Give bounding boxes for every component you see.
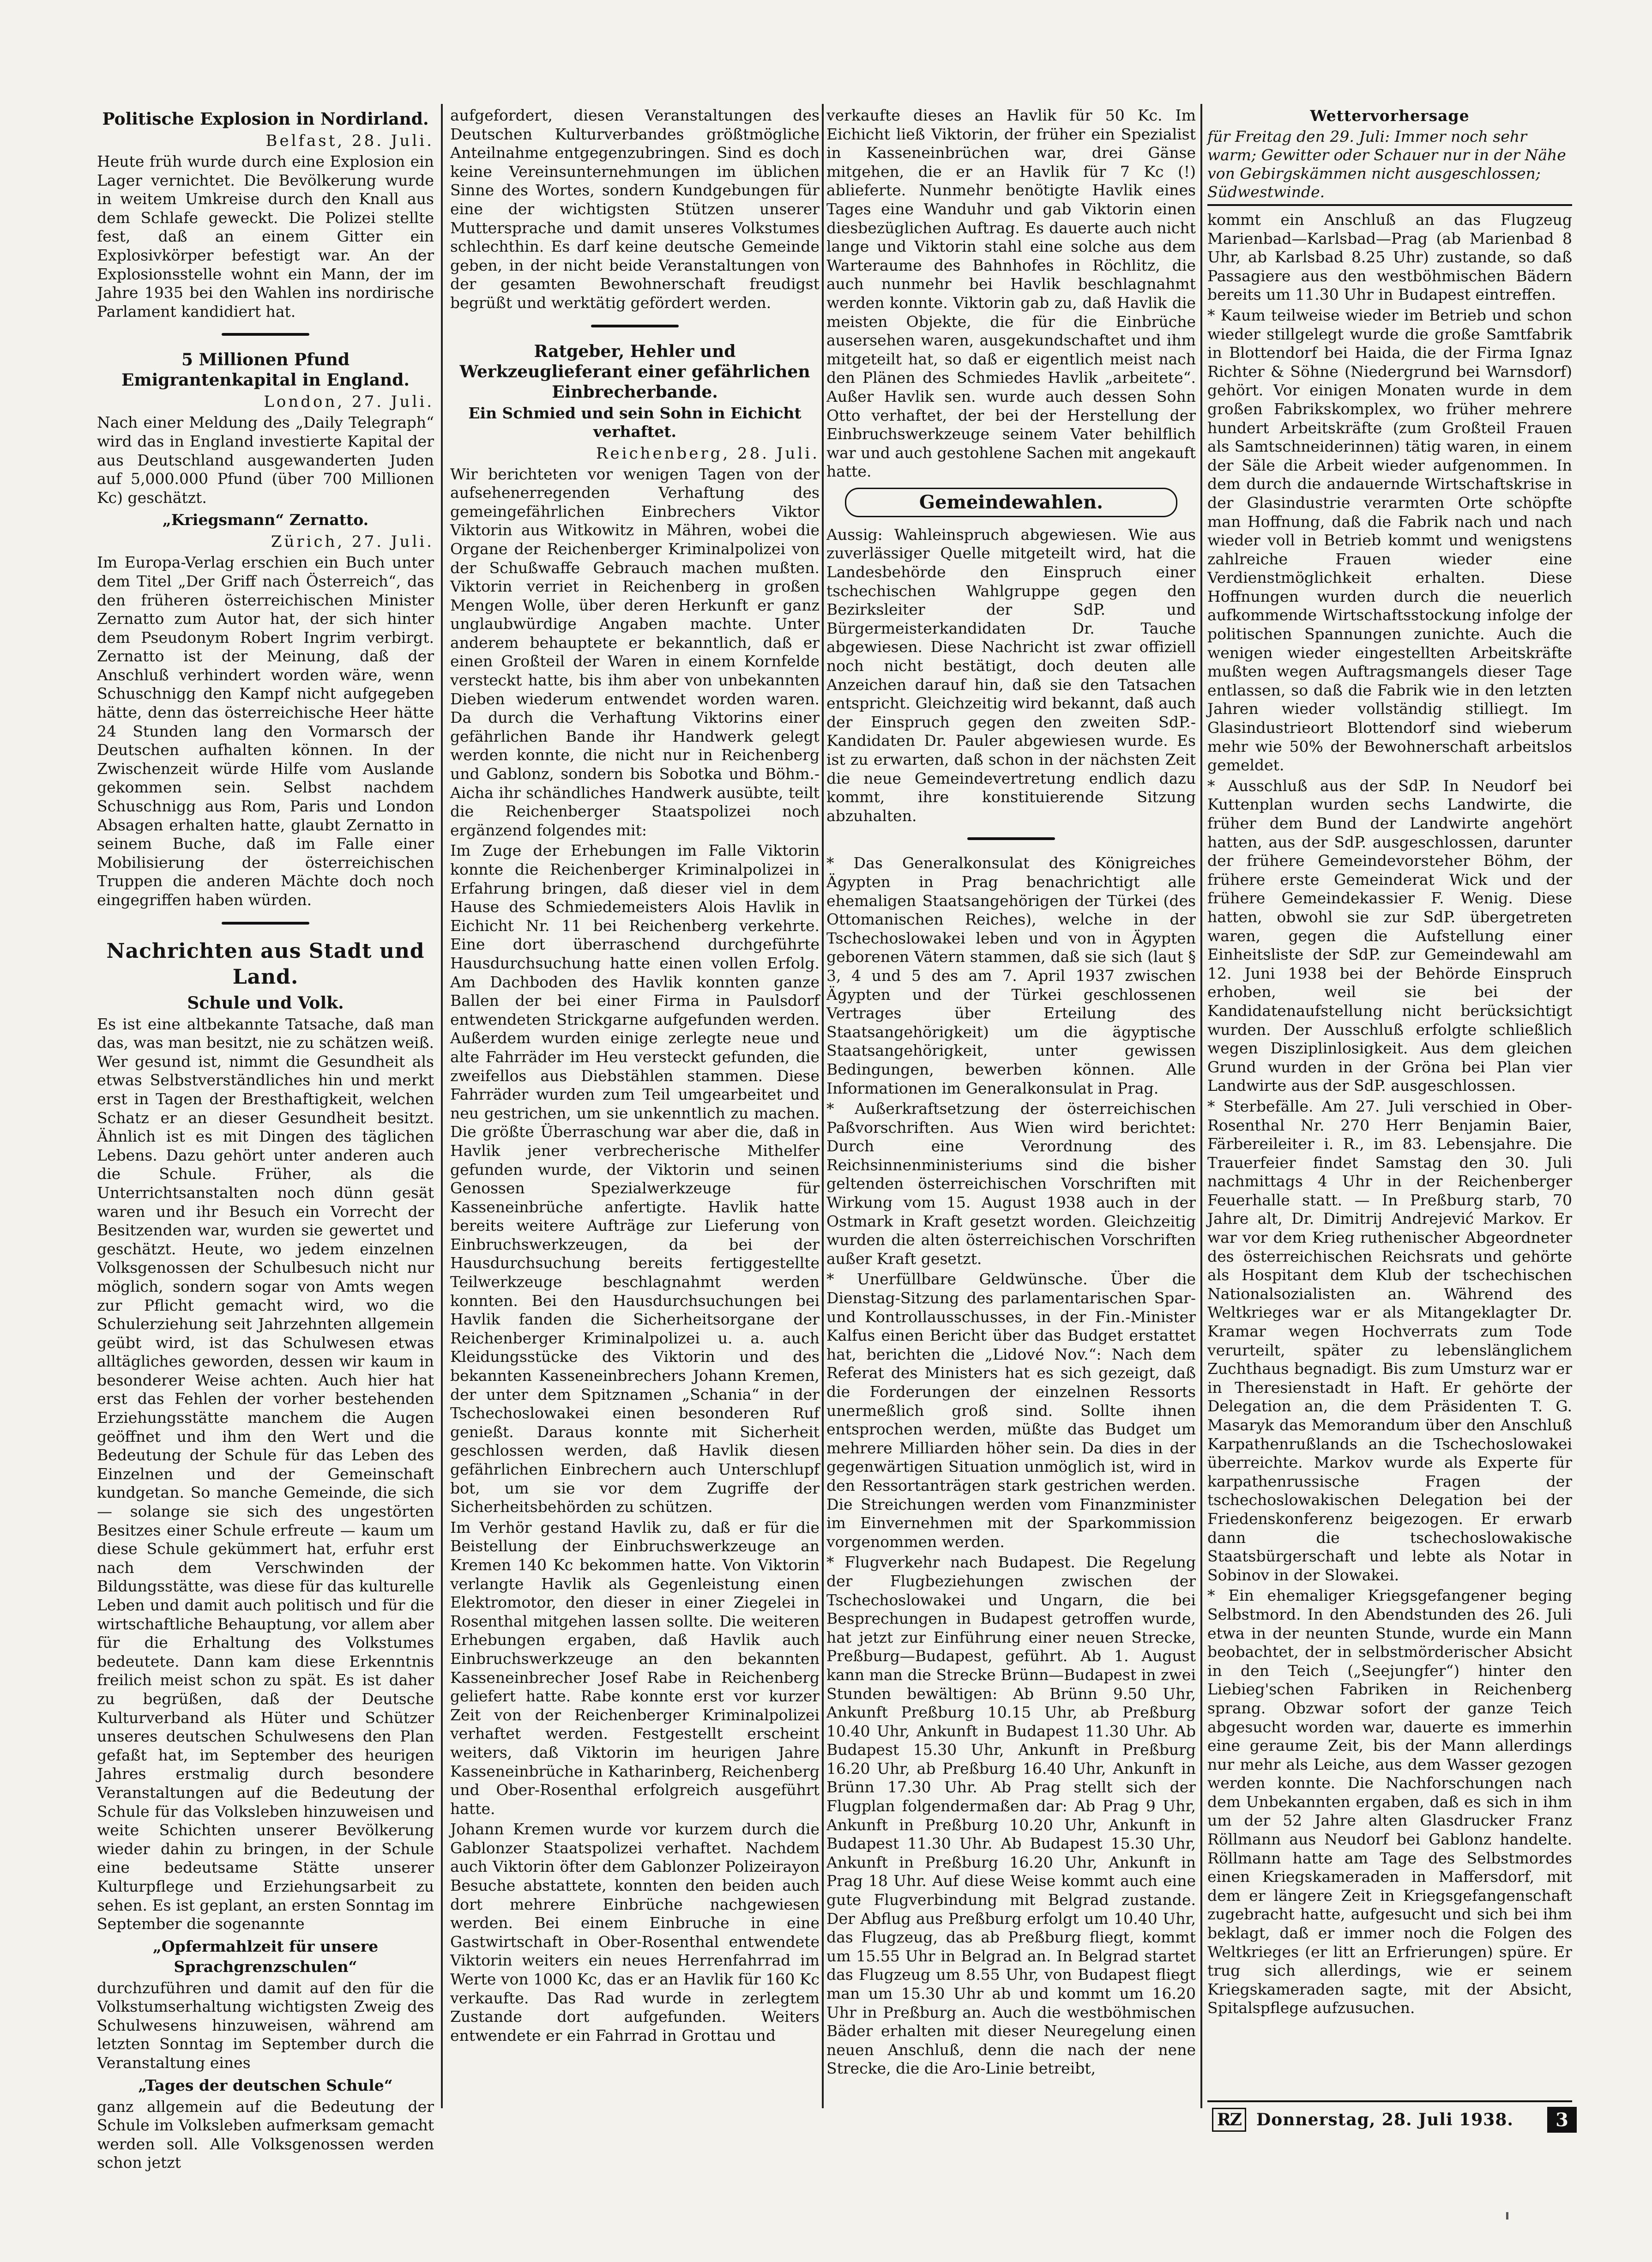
article-text: ganz allgemein auf die Bedeutung der Schule im Volksleben aufmerksam gemacht werden soll. Alle Volksgenossen werden schon jetzt (97, 2097, 434, 2172)
weather-text: für Freitag den 29. Juli: Immer noch sehr warm; Gewitter oder Schauer nur in der Nähe von Gebirgskämmen nicht ausgeschlossen; Südwestwinde. (1207, 127, 1566, 201)
column-rule (441, 104, 443, 2108)
news-item: * Das Generalkonsulat des Königreiches Ägypten in Prag benachrichtigt alle ehemaligen Staatsangehörigen der Türkei (des Ottomanischen Reiches), welche in der Tschechoslowakei leben und von in Ägypten geborenen Vätern stammen, daß sie sich (laut § 3, 4 und 5 des am 7. April 1937 zwischen Ägypten und der Türkei geschlossenen Vertrages über Erteilung des Staatsangehörigkeit) um die ägyptische Staatsangehörigkeit, unter gewissen Bedingungen, bewerben können. Alle Informationen im Generalkonsulat in Prag. (826, 854, 1196, 1097)
headline-explosion: Politische Explosion in Nordirland. (102, 109, 429, 129)
dateline: London, 27. Juli. (264, 393, 434, 411)
paper-speck (1506, 2212, 1508, 2220)
headline-zernatto: „Kriegsmann“ Zernatto. (162, 511, 369, 529)
dateline: Zürich, 27. Juli. (271, 532, 434, 551)
separator (222, 922, 309, 925)
article-text: Im Europa-Verlag erschien ein Buch unter dem Titel „Der Griff nach Österreich“, das den früheren österreichischen Minister Zernatto zum Autor hat, der sich hinter dem Pseudonym Robert Ingrim verbirgt. Zernatto ist der Meinung, daß der Anschluß verhindert worden wäre, wenn Schuschnigg den Kampf nicht aufgegeben hätte, denn das österreichische Heer hätte 24 Stunden lang den Vormarsch der Deutschen aufhalten können. In der Zwischenzeit würde Hilfe vom Auslande gekommen sein. Selbst nachdem Schuschnigg aus Rom, Paris und London Absagen erhalten hatte, glaubt Zernatto in seinem Buche, daß im Falle einer Mobilisierung der österreichischen Truppen die anderen Mächte doch noch eingegriffen haben würden. (97, 553, 434, 909)
news-item: * Außerkraftsetzung der österreichischen Paßvorschriften. Aus Wien wird berichtet: Durch eine Verordnung des Reichsinnenministeriums sind die bisher geltenden österreichischen Vorschriften mit Wirkung vom 15. August 1938 auch in der Ostmark in Kraft gesetzt worden. Gleichzeitig wurden die alten österreichischen Vorschriften außer Kraft gesetzt. (826, 1100, 1196, 1268)
article-text: Johann Kremen wurde vor kurzem durch die Gablonzer Staatspolizei verhaftet. Nachdem auch Viktorin öfter dem Gablonzer Polizeirayon Besuche abstattete, konnten den beiden auch dort mehrere Einbrüche nachgewiesen werden. Bei einem Einbruche in eine Gastwirtschaft in Ober-Rosenthal entwendete Viktorin weiters ein neues Herrenfahrrad im Werte von 1000 Kc, das er an Havlik für 160 Kc verkaufte. Das Rad wurde in zerlegtem Zustande dort aufgefunden. Weiters entwendete er ein Fahrrad in Grottau und (450, 1820, 820, 2044)
article-text: kommt ein Anschluß an das Flugzeug Marienbad—Karlsbad—Prag (ab Marienbad 8 Uhr, ab Karlsbad 8.25 Uhr) zustande, so daß Passagiere aus den westböhmischen Bädern bereits um 11.30 Uhr in Budapest eintreffen. (1207, 211, 1572, 304)
news-item: * Ein ehemaliger Kriegsgefangener beging Selbstmord. In den Abendstunden des 26. Juli etwa in der neunten Stunde, wurde ein Mann beobachtet, der in selbstmörderischer Absicht in den Teich („Seejungfer“) hinter den Liebieg'schen Fabriken in Reichenberg sprang. Obzwar sofort der ganze Teich abgesucht worden war, dauerte es immerhin eine geraume Zeit, bis der Mann allerdings nur mehr als Leiche, aus dem Wasser gezogen werden konnte. Die Nachforschungen nach dem Unbekannten ergaben, daß es sich in ihm um der 52 Jahre alten Glasdrucker Franz Röllmann aus Neudorf bei Gablonz handelte. Röllmann hatte am Tage des Selbstmordes einen Kriegskameraden in Maffersdorf, mit dem er längere Zeit in Kriegsgefangenschaft zugebracht hatte, aufgesucht und sich bei ihm beklagt, daß er immer noch die Folgen des Weltkrieges (er litt an Erfrierungen) spüre. Er trug sich allerdings, wie er seinem Kriegskameraden sagte, mit der Absicht, Spitalspflege aufzusuchen. (1207, 1586, 1572, 2017)
subheading-opfermahlzeit: „Opfermahlzeit für unsere Sprachgrenzschulen“ (152, 1937, 379, 1976)
column-2 (450, 106, 820, 2134)
article-text: Im Zuge der Erhebungen im Falle Viktorin konnte die Reichenberger Kriminalpolizei in Erfahrung bringen, daß dieser viel in dem Hause des Schmiedemeisters Alois Havlik in Eichicht Nr. 11 bei Reichenberg verkehrte. Eine dort überraschend durchgeführte Hausdurchsuchung hatte einen vollen Erfolg. Am Dachboden des Havlik konnten ganze Ballen der bei einer Firma in Paulsdorf entwendeten Strickgarne aufgefunden werden. Außerdem wurden einige zerlegte neue und alte Fahrräder im Heu versteckt gefunden, die zweifellos aus Diebstählen stammen. Diese Fahrräder wurden zum Teil umgearbeitet und neu gestrichen, um sie unkenntlich zu machen. Die größte Überraschung war aber die, daß in Havlik jener verbrecherische Mithelfer gefunden wurde, der Viktorin und seinen Genossen Spezialwerkzeuge für Kasseneinbrüche anfertigte. Havlik hatte bereits weitere Aufträge zur Lieferung von Einbruchswerkzeugen, da bei der Hausdurchsuchung bereits fertiggestellte Teilwerkzeuge beschlagnahmt werden konnten. Bei den Hausdurchsuchungen bei Havlik fanden die Sicherheitsorgane der Reichenberger Kriminalpolizei u. a. auch Kleidungsstücke des Viktorin und des bekannten Kasseneinbrechers Johann Kremen, der unter dem Spitznamen „Schania“ in der Tschechoslowakei einen besonderen Ruf genießt. Daraus konnte mit Sicherheit geschlossen werden, daß Havlik diesen gefährlichen Einbrechern auch Unterschlupf bot, um sie vor dem Zugriffe der Sicherheitsbehörden zu schützen. (450, 841, 820, 1516)
article-text: durchzuführen und damit auf den für die Volkstumserhaltung wichtigsten Zweig des Schulwesens hinzuweisen, während am letzten Sonntag im September durch die Veranstaltung eines (97, 1978, 434, 2072)
article-text: Es ist eine altbekannte Tatsache, daß man das, was man besitzt, nie zu schätzen weiß. Wer gesund ist, nimmt die Gesundheit als etwas Selbstverständliches hin und merkt erst in Tagen der Bresthaftigkeit, welchen Schatz er an dieser Gesundheit besitzt. Ähnlich ist es mit Dingen des täglichen Lebens. Dazu gehört unter anderen auch die Schule. Früher, als die Unterrichtsanstalten noch dünn gesät waren und ihr Besuch ein Vorrecht der Besitzenden war, wurden sie gewertet und geschätzt. Heute, wo jedem einzelnen Volksgenossen der Schulbesuch nicht nur möglich, sondern sogar von Amts wegen zur Pflicht gemacht wird, wo die Schulerziehung seit Jahrzehnten allgemein geübt wird, ist das Schulwesen etwas alltägliches geworden, dessen wir kaum in besonderer Weise achten. Auch hier hat erst das Fehlen der vorher bestehenden Erziehungsstätte manchem die Augen geöffnet und ihm den Wert und die Bedeutung der Schule für das Leben des Einzelnen und der Gemeinschaft kundgetan. So manche Gemeinde, die sich — solange sie sich des ungestörten Besitzes einer Schule erfreute — kaum um diese Schule gekümmert hat, erfuhr erst nach dem Verschwinden der Bildungsstätte, was diese für das kulturelle Leben und damit auch politisch und für die wirtschaftliche Behauptung, vor allem aber für die Erhaltung des Volkstumes bedeutete. Dann kam diese Erkenntnis freilich meist schon zu spät. Es ist daher zu begrüßen, daß der Deutsche Kulturverband als Hüter und Schützer unseres deutschen Schulwesens den Plan gefaßt hat, im September des heurigen Jahres erstmalig durch besondere Veranstaltungen auf die Bedeutung der Schule für das Volksleben hinzuweisen und weite Schichten unserer Bevölkerung wieder dahin zu bringen, in der Schule eine bedeutsame Stätte unserer Kulturpflege und Erziehungsarbeit zu sehen. Es ist geplant, an ersten Sonntag im September die sogenannte (97, 1015, 434, 1933)
weather-rule (1207, 204, 1572, 206)
news-item: * Unerfüllbare Geldwünsche. Über die Dienstag-Sitzung des parlamentarischen Spar- und Kontrollausschusses, in der Fin.-Minister Kalfus einen Bericht über das Budget erstattet hat, berichten die „Lidové Nov.“: Nach dem Referat des Ministers hat es sich gezeigt, daß die Forderungen der einzelnen Ressorts unermeßlich groß sind. Sollte ihnen entsprochen werden, müßte das Budget um mehrere Milliarden höher sein. Da dies in der gegenwärtigen Situation unmöglich ist, wird in den Ressortanträgen stark gestrichen werden. Die Streichungen werden vom Finanzminister im Einvernehmen mit der Sparkommission vorgenommen werden. (826, 1270, 1196, 1551)
article-text: aufgefordert, diesen Veranstaltungen des Deutschen Kulturverbandes größtmögliche Anteilnahme entgegenzubringen. Sind es doch keine Vereinsunternehmungen im üblichen Sinne des Wortes, sondern Kundgebungen für eine der wichtigsten Stützen unserer Muttersprache und damit unseres Volkstumes schlechthin. Es darf keine deutsche Gemeinde geben, in der nicht beide Veranstaltungen von der gesamten Bewohnerschaft freudigst begrüßt und werktätig gefördert werden. (450, 106, 820, 312)
separator (591, 325, 679, 327)
article-text: Nach einer Meldung des „Daily Telegraph“ wird das in England investierte Kapital der aus Deutschland ausgewanderten Juden auf 5,000.000 Pfund (über 700 Millionen Kc) geschätzt. (97, 413, 434, 507)
headline-einbrecherbande: Ratgeber, Hehler und Werkzeuglieferant einer gefährlichen Einbrecherbande. (459, 341, 810, 402)
article-text: Im Verhör gestand Havlik zu, daß er für die Beistellung der Einbruchswerkzeuge an Kremen 140 Kc bekommen hatte. Von Viktorin verlangte Havlik als Gegenleistung einen Elektromotor, den dieser in einer Ziegelei in Rosenthal mitgehen lassen sollte. Die weiteren Erhebungen ergaben, daß Havlik auch Einbruchswerkzeuge an den bekannten Kasseneinbrecher Josef Rabe in Reichenberg geliefert hatte. Rabe konnte erst vor kurzer Zeit von der Reichenberger Kriminalpolizei verhaftet werden. Festgestellt erscheint weiters, daß Viktorin im heurigen Jahre Kasseneinbrüche in Katharinberg, Reichenberg und Ober-Rosenthal erfolgreich ausgeführt hatte. (450, 1518, 820, 1818)
dateline: Belfast, 28. Juli. (265, 132, 434, 150)
subheadline: Ein Schmied und sein Sohn in Eichicht verhaftet. (468, 404, 802, 441)
headline-emigrantenkapital: 5 Millionen Pfund Emigrantenkapital in England. (121, 350, 410, 390)
article-text: Heute früh wurde durch eine Explosion ein Lager vernichtet. Die Bevölkerung wurde in weitem Umkreise durch den Knall aus dem Schlafe geweckt. Die Polizei stellte fest, daß an einem Gitter ein Explosivkörper befestigt war. An der Explosionsstelle wohnt ein Mann, der im Jahre 1935 bei den Wahlen ins nordirische Parlament kandidiert hat. (97, 152, 434, 321)
separator (967, 837, 1055, 840)
newspaper-logo: RZ (1212, 2108, 1246, 2132)
article-text: verkaufte dieses an Havlik für 50 Kc. Im Eichicht ließ Viktorin, der früher ein Spezialist in Kasseneinbrüchen war, drei Gänse mitgehen, die er an Havlik für 7 Kc (!) ablieferte. Nunmehr benötigte Havlik eines Tages eine Wanduhr und gab Viktorin einen diesbezüglichen Auftrag. Es dauerte auch nicht lange und Viktorin stahl eine solche aus dem Warteraume des Bahnhofes in Röchlitz, die auch nunmehr bei Havlik beschlagnahmt werden konnte. Viktorin gab zu, daß Havlik die meisten Objekte, die für die Einbrüche ausersehen waren, ausgekundschaftet und ihm mitgeteilt hat, so daß er eigentlich meist nach den Plänen des Schmiedes Havlik „arbeitete“. Außer Havlik sen. wurde auch dessen Sohn Otto verhaftet, der bei der Herstellung der Einbruchswerkzeuge seinem Vater behilflich war und auch gestohlene Sachen mit angekauft hatte. (826, 106, 1196, 481)
column-4 (1207, 106, 1572, 2120)
news-item: * Flugverkehr nach Budapest. Die Regelung der Flugbeziehungen zwischen der Tschechoslowakei und Ungarn, die bei Besprechungen in Budapest getroffen wurde, hat jetzt zur Einführung einer neuen Strecke, Preßburg—Budapest, geführt. Ab 1. August kann man die Strecke Brünn—Budapest in zwei Stunden bewältigen: Ab Brünn 9.50 Uhr, Ankunft Preßburg 10.15 Uhr, ab Preßburg 10.40 Uhr, Ankunft in Budapest 11.30 Uhr. Ab Budapest 15.30 Uhr, Ankunft in Preßburg 16.20 Uhr, ab Preßburg 16.40 Uhr, Ankunft in Brünn 17.30 Uhr. Ab Prag stellt sich der Flugplan folgendermaßen dar: Ab Prag 9 Uhr, Ankunft in Preßburg 10.20 Uhr, Ankunft in Budapest 11.30 Uhr. Ab Budapest 15.30 Uhr, Ankunft in Preßburg 16.20 Uhr, Ankunft in Prag 18 Uhr. Auf diese Weise kommt auch eine gute Flugverbindung mit Belgrad zustande. Der Abflug aus Preßburg erfolgt um 10.40 Uhr, das Flugzeug, das ab Preßburg fliegt, kommt um 15.55 Uhr in Belgrad an. In Belgrad startet das Flugzeug um 8.55 Uhr, von Budapest fliegt man um 15.30 Uhr ab und kommt um 16.20 Uhr in Preßburg an. Auch die westböhmischen Bäder erhalten mit dieser Neuregelung einen neuen Anschluß, denn die nach der nene Strecke, die die Aro-Linie betreibt, (826, 1553, 1196, 2078)
dateline: Reichenberg, 28. Juli. (596, 444, 820, 463)
column-3 (826, 106, 1196, 2134)
headline-schule: Schule und Volk. (187, 993, 344, 1013)
news-item: * Kaum teilweise wieder im Betrieb und schon wieder stillgelegt wurde die große Samtfabrik in Blottendorf bei Haida, die der Firma Ignaz Richter & Söhne (Niedergrund bei Warnsdorf) gehört. Vor einigen Monaten wurde in dem großen Fabrikskomplex, wo früher mehrere hundert Arbeitskräfte (zum Großteil Frauen als Samtschneiderinnen) tätig waren, in einem der Säle die Arbeit wieder aufgenommen. In dem durch die andauernde Wirtschaftskrise in der Glasindustrie verarmten Orte schöpfte man Hoffnung, daß die Fabrik nach und nach wieder voll in Betrieb kommt und wenigstens zahlreiche Frauen wieder eine Verdienstmöglichkeit erhalten. Diese Hoffnungen wurden durch die neuerlich aufkommende Wirtschaftsstockung infolge der politischen Spannungen zunichte. Auch die wenigen wieder eingestellten Arbeitskräfte mußten wegen Auftragsmangels dieser Tage entlassen, so daß die Fabrik wie in den letzten Jahren wieder vollständig stilliegt. Im Glasindustrieort Blottendorf sind wieberum mehr wie 50% der Bewohnerschaft arbeitslos gemeldet. (1207, 306, 1572, 774)
section-box-gemeindewahlen: Gemeindewahlen. (845, 488, 1177, 517)
footer-rule (1207, 2100, 1572, 2102)
column-rule (822, 104, 824, 2108)
page-number: 3 (1547, 2107, 1577, 2133)
separator (222, 333, 309, 336)
column-1 (97, 106, 434, 2172)
column-rule (1200, 104, 1202, 2108)
subheading-tag-der-schule: „Tages der deutschen Schule“ (138, 2076, 393, 2094)
footer-date: Donnerstag, 28. Juli 1938. (1256, 2110, 1513, 2129)
news-item: * Sterbefälle. Am 27. Juli verschied in Ober-Rosenthal Nr. 270 Herr Benjamin Baier, Färbereileiter i. R., im 83. Lebensjahre. Die Trauerfeier findet Samstag den 30. Juli nachmittags 4 Uhr in der Reichenberger Feuerhalle statt. — In Preßburg starb, 70 Jahre alt, Dr. Dimitrij Andrejević Markov. Er war vor dem Krieg ruthenischer Abgeordneter des österreichischen Reichsrats und gehörte als Hospitant dem Klub der tschechischen Nationalsozialisten an. Während des Weltkrieges war er als Mitangeklagter Dr. Kramar wegen Hochverrats zum Tode verurteilt, später zu lebenslänglichem Zuchthaus begnadigt. Bis zum Umsturz war er in Theresienstadt in Haft. Er gehörte der Delegation an, die dem Präsidenten T. G. Masaryk das Memorandum über den Anschluß Karpathenrußlands an die Tschechoslowakei überreichte. Markov wurde als Experte für karpathenrussische Fragen der tschechoslowakischen Delegation bei der Friedenskonferenz beigezogen. Er erwarb dann die tschechoslowakische Staatsbürgerschaft und lebte als Notar in Sobinov in der Slowakei. (1207, 1097, 1572, 1584)
article-text: Aussig: Wahleinspruch abgewiesen. Wie aus zuverlässiger Quelle mitgeteilt wird, hat die Landesbehörde den Einspruch einer tschechischen Wahlgruppe gegen den Bezirksleiter der SdP. und Bürgermeisterkandidaten Dr. Tauche abgewiesen. Diese Nachricht ist zwar offiziell noch nicht bestätigt, doch deuten alle Anzeichen darauf hin, daß sie den Tatsachen entspricht. Gleichzeitig wird bekannt, daß auch der Einspruch gegen den zweiten SdP.-Kandidaten Dr. Pauler abgewiesen wurde. Es ist zu erwarten, daß schon in der nächsten Zeit die neue Gemeindevertretung endlich dazu kommt, ihre konstituierende Sitzung abzuhalten. (826, 525, 1196, 825)
section-heading: Nachrichten aus Stadt und Land. (106, 939, 425, 989)
page-footer (1212, 2107, 1577, 2133)
weather-heading: Wettervorhersage (1310, 107, 1470, 125)
article-text: Wir berichteten vor wenigen Tagen von der aufsehenerregenden Verhaftung des gemeingefährlichen Einbrechers Viktor Viktorin aus Witkowitz in Mähren, wobei die Organe der Reichenberger Kriminalpolizei von der Schußwaffe Gebrauch machen mußten. Viktorin verriet in Reichenberg in großen Mengen Wolle, über deren Herkunft er ganz unglaubwürdige Angaben machte. Unter anderem behauptete er bekanntlich, daß er einen Großteil der Waren in einem Kornfelde versteckt hatte, bis ihm aber von unbekannten Dieben wiederum entwendet worden waren. Da durch die Verhaftung Viktorins einer gefährlichen Bande ihr Handwerk gelegt werden konnte, die nicht nur in Reichenberg und Gablonz, sondern bis Sobotka und Böhm.-Aicha ihr schändliches Handwerk ausübte, teilt die Reichenberger Staatspolizei noch ergänzend folgendes mit: (450, 465, 820, 839)
news-item: * Ausschluß aus der SdP. In Neudorf bei Kuttenplan wurden sechs Landwirte, die früher dem Bund der Landwirte angehört hatten, aus der SdP. ausgeschlossen, darunter der frühere Gemeindevorsteher Böhm, der frühere erste Gemeinderat Wick und der frühere Gemeindekassier F. Wenig. Diese hatten, obwohl sie zur SdP. übergetreten waren, gegen die Aufstellung einer Einheitsliste der SdP. zur Gemeindewahl am 12. Juni 1938 bei der Behörde Einspruch erhoben, weil sie bei der Kandidatenaufstellung nicht berücksichtigt wurden. Der Ausschluß erfolgte schließlich wegen Disziplinlosigkeit. Aus dem gleichen Grund wurden in der Gröna bei Plan vier Landwirte aus der SdP. ausgeschlossen. (1207, 776, 1572, 1095)
